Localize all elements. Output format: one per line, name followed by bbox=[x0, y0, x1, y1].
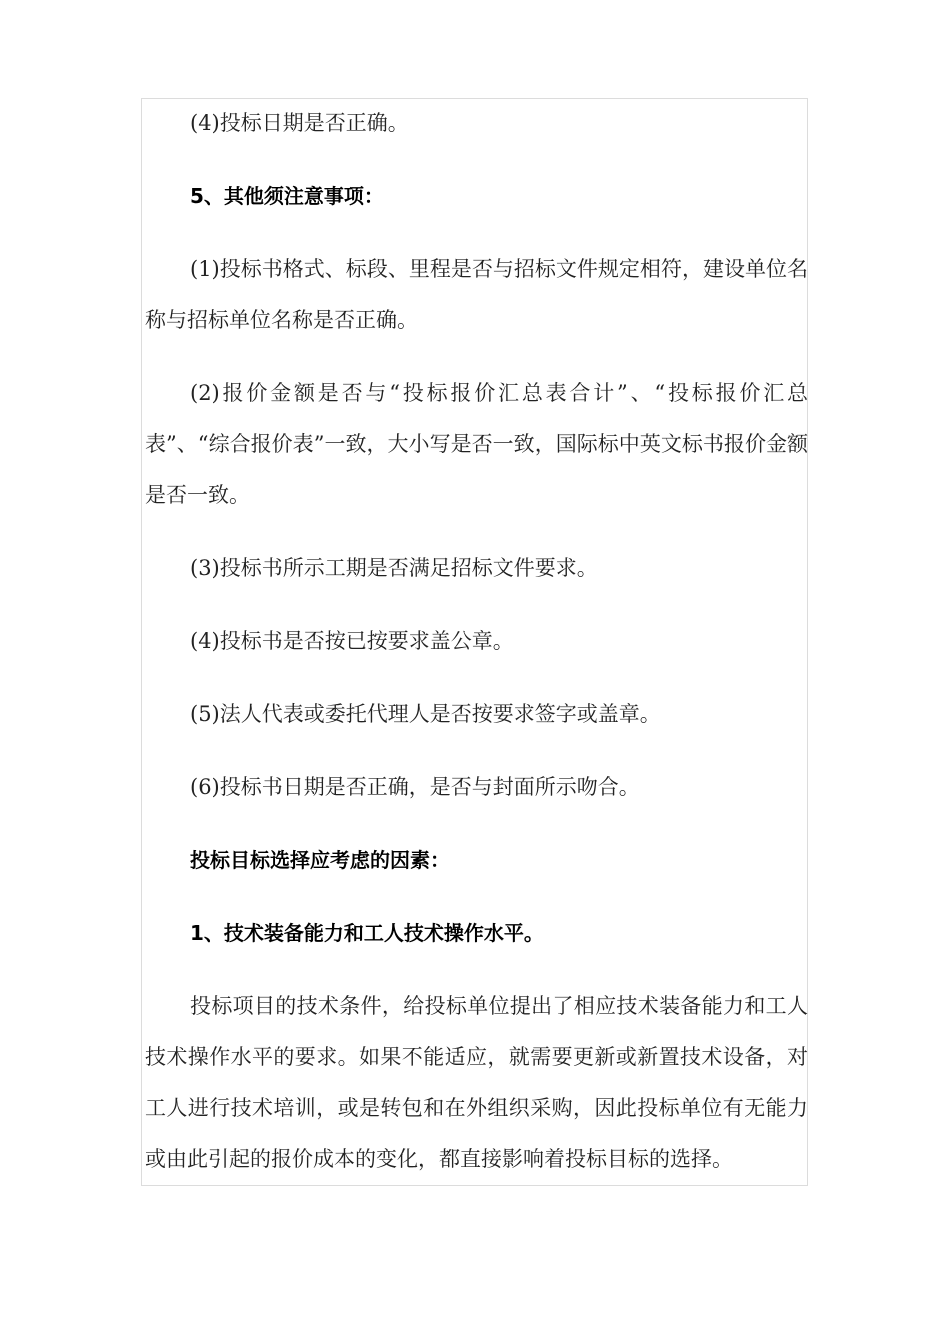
paragraph-seal-check: (4)投标书是否按已按要求盖公章。 bbox=[190, 629, 514, 653]
paragraph-bid-date: (4)投标日期是否正确。 bbox=[190, 111, 409, 135]
paragraph-price-check: (2)报价金额是否与“投标报价汇总表合计”、“投标报价汇总表”、“综合报价表”一致，大小写是否一致，国际标中英文标书报价金额是否一致。 bbox=[145, 381, 808, 507]
paragraph-signature-check: (5)法人代表或委托代理人是否按要求签字或盖章。 bbox=[190, 702, 661, 726]
paragraph-schedule-check: (3)投标书所示工期是否满足招标文件要求。 bbox=[190, 556, 598, 580]
heading-technical-capability: 1、技术装备能力和工人技术操作水平。 bbox=[190, 921, 544, 945]
heading-target-factors: 投标目标选择应考虑的因素： bbox=[190, 848, 450, 872]
document-body bbox=[145, 98, 808, 1185]
paragraph-date-check: (6)投标书日期是否正确，是否与封面所示吻合。 bbox=[190, 775, 640, 799]
paragraph-technical-capability: 投标项目的技术条件，给投标单位提出了相应技术装备能力和工人技术操作水平的要求。如果不能适应，就需要更新或新置技术设备，对工人进行技术培训，或是转包和在外组织采购，因此投标单位有无能力或由此引起的报价成本的变化，都直接影响着投标目标的选择。 bbox=[145, 994, 808, 1171]
paragraph-format-check: (1)投标书格式、标段、里程是否与招标文件规定相符，建设单位名称与招标单位名称是否正确。 bbox=[145, 257, 808, 332]
heading-other-notes: 5、其他须注意事项： bbox=[190, 184, 384, 208]
